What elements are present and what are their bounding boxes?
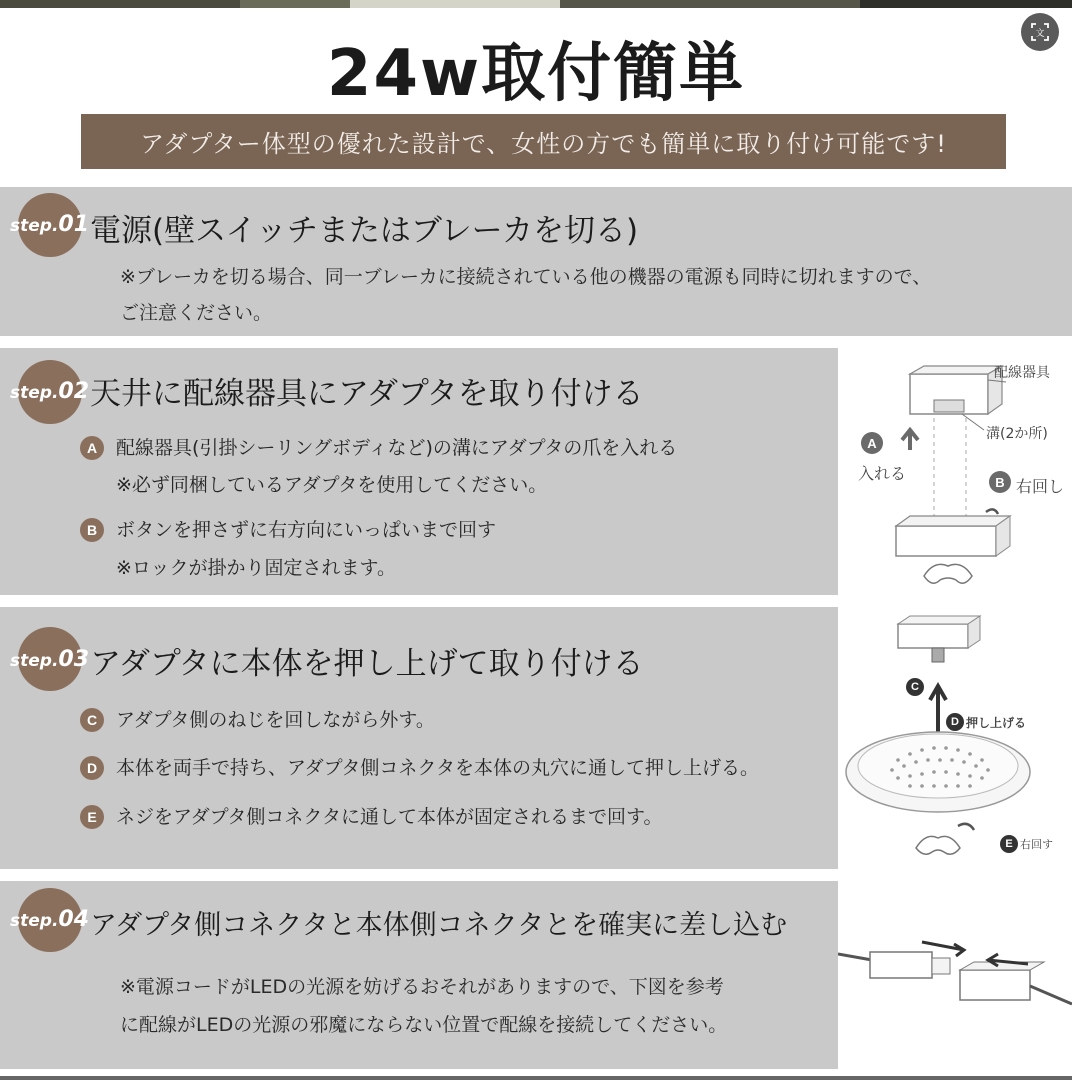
step-02-item-b-text: ボタンを押さずに右方向にいっぱいまで回す (116, 519, 497, 541)
step-03-badge-text: step.03 (10, 647, 90, 672)
subtitle-text: アダプター体型の優れた設計で、女性の方でも簡単に取り付け可能です! (140, 130, 947, 158)
installation-diagram (838, 340, 1072, 880)
step-04-note-2: に配線がLEDの光源の邪魔にならない位置で配線を接続してください。 (120, 1014, 728, 1036)
diagram-right-turn-2-label: 右回す (1020, 838, 1053, 851)
diagram-insert-label: 入れる (858, 464, 907, 483)
diagram-e-icon: E (1000, 835, 1018, 853)
step-04-badge-text: step.04 (10, 907, 90, 932)
diagram-fixture-label: 配線器具 (994, 365, 1050, 381)
step-02-title: 天井に配線器具にアダプタを取り付ける (90, 376, 644, 412)
diagram-right-turn-label: 右回し (1016, 477, 1065, 496)
step-04-title: アダプタ側コネクタと本体側コネクタとを確実に差し込む (90, 910, 788, 941)
page-title: 24w取付簡単 (326, 37, 746, 111)
step-01-badge-text: step.01 (10, 212, 90, 237)
step-03-item-e-text: ネジをアダプタ側コネクタに通して本体が固定されるまで回す。 (116, 806, 663, 828)
bottom-border (0, 1076, 1072, 1080)
top-image-strip (0, 0, 1072, 8)
step-01-note-1: ※ブレーカを切る場合、同一ブレーカに接続されている他の機器の電源も同時に切れますので、 (120, 266, 932, 288)
step-03-item-c-text: アダプタ側のねじを回しながら外す。 (116, 709, 435, 731)
step-02-item-a-icon: A (80, 436, 104, 460)
step-01-title: 電源(壁スイッチまたはブレーカを切る) (90, 213, 639, 249)
diagram-b-icon: B (989, 471, 1011, 493)
step-01-note-2: ご注意ください。 (120, 302, 273, 324)
step-03-item-d-icon: D (80, 756, 104, 780)
diagram-d-icon: D (946, 713, 964, 731)
diagram-push-up-label: 押し上げる (966, 716, 1027, 730)
diagram-a-icon: A (861, 432, 883, 454)
subtitle-banner (81, 114, 1006, 169)
step-04-note-1: ※電源コードがLEDの光源を妨げるおそれがありますので、下図を参考 (120, 976, 724, 998)
step-02-item-a-note: ※必ず同梱しているアダプタを使用してください。 (116, 474, 548, 496)
step-02-item-b-note: ※ロックが掛かり固定されます。 (116, 557, 397, 579)
diagram-groove-label: 溝(2か所) (986, 426, 1048, 442)
step-03-item-d-text: 本体を両手で持ち、アダプタ側コネクタを本体の丸穴に通して押し上げる。 (116, 757, 759, 779)
diagram-c-icon: C (906, 678, 924, 696)
step-03-item-c-icon: C (80, 708, 104, 732)
step-03-item-e-icon: E (80, 805, 104, 829)
step-02-badge-text: step.02 (10, 379, 90, 404)
connector-diagram (838, 930, 1072, 1020)
step-02-item-a-text: 配線器具(引掛シーリングボディなど)の溝にアダプタの爪を入れる (116, 437, 678, 459)
step-03-title: アダプタに本体を押し上げて取り付ける (90, 646, 644, 682)
svg-text:文: 文 (1035, 29, 1045, 39)
step-02-item-b-icon: B (80, 518, 104, 542)
